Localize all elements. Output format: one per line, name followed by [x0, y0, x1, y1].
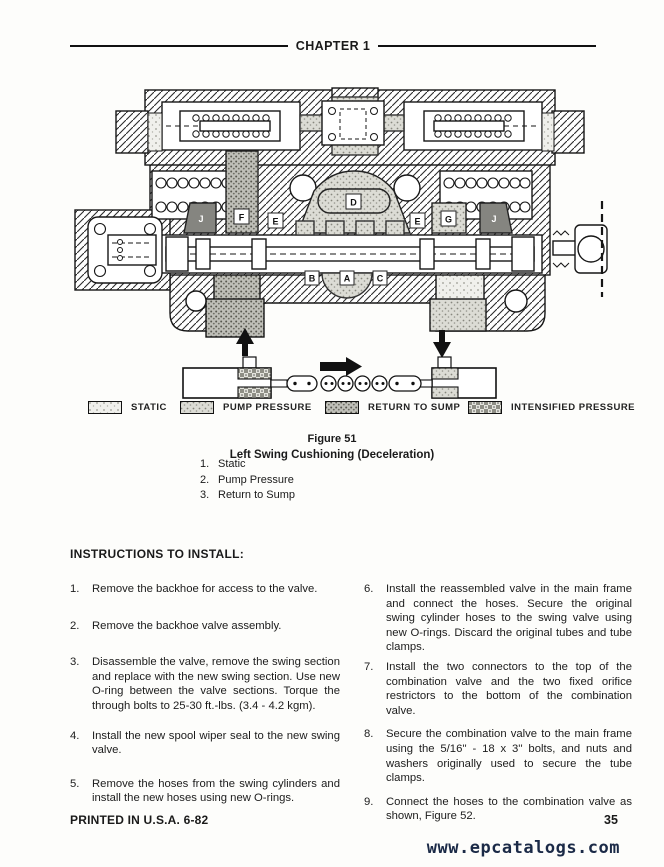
mount-bolt-hole-left — [186, 291, 206, 311]
label-e-right: E — [414, 216, 421, 227]
instruction-step: 2. Remove the backhoe valve assembly. — [70, 619, 282, 632]
label-b: B — [308, 273, 316, 284]
label-e-left: E — [272, 216, 279, 227]
chapter-header — [70, 38, 596, 54]
legend-swatch-intensified-icon — [468, 401, 502, 414]
instruction-step: 9. Connect the hoses to the combination valve as shown, Figure 52. — [364, 795, 632, 823]
instructions-heading: INSTRUCTIONS TO INSTALL: — [70, 547, 245, 561]
legend-item-static — [88, 401, 167, 414]
legend-item-return-to-sump — [325, 401, 460, 414]
spool-clevis-end — [553, 225, 607, 273]
label-f: F — [238, 212, 245, 223]
label-c: C — [376, 273, 384, 284]
instruction-step: 4. Install the new spool wiper seal to the new swing valve. — [70, 729, 340, 757]
legend-label: PUMP PRESSURE — [223, 402, 312, 413]
right-arrow — [320, 357, 362, 376]
instruction-step: 6. Install the reassembled valve in the main frame and connect the hoses. Secure the original swing cylinder hoses to the swing valve using new O-rings. Discard the original tubes and tube clamps. — [364, 583, 632, 654]
figure-title: Left Swing Cushioning (Deceleration) — [229, 449, 435, 461]
instructions-right-column — [364, 582, 632, 824]
header-rule-left — [70, 45, 288, 47]
legend-label: RETURN TO SUMP — [368, 402, 461, 413]
left-end-cap-internals — [88, 217, 162, 283]
detent-housing — [322, 101, 384, 145]
chapter-title: CHAPTER 1 — [295, 39, 371, 53]
mount-bolt-hole-right — [505, 290, 527, 312]
label-d: D — [350, 197, 357, 208]
watermark-url: www.epcatalogs.com — [426, 838, 620, 858]
legend-swatch-return-icon — [325, 401, 359, 414]
instruction-step: 1. Remove the backhoe for access to the valve. — [70, 583, 318, 595]
legend-item-pump-pressure — [180, 401, 312, 414]
instruction-step: 3. Disassemble the valve, remove the swing section and replace with the new swing section. Use new O-ring between the valve sections. Torque the through bolts to 25-30 ft.-lbs. (3.4 - 4.2 kgm). — [70, 656, 340, 712]
figure-key-item: 2. Pump Pressure — [200, 473, 294, 486]
instruction-step: 7. Install the two connectors to the top of the combination valve and the two fixed orifice restrictors to the bottom of the combination valve. — [364, 660, 632, 717]
pilot-cap-right — [552, 111, 584, 153]
valve-cross-section-diagram — [0, 85, 664, 400]
legend-swatch-static-icon — [88, 401, 122, 414]
printed-note: PRINTED IN U.S.A. 6-82 — [70, 813, 209, 827]
swing-cylinder-chain-schematic — [183, 357, 496, 398]
figure-key-item: 1. Static — [200, 458, 246, 470]
down-arrow — [433, 330, 451, 358]
page-number: 35 — [604, 813, 618, 827]
header-rule-right — [378, 45, 596, 47]
figure-key-list — [200, 457, 295, 504]
figure-caption — [0, 432, 664, 463]
legend-swatch-pump-icon — [180, 401, 214, 414]
instructions-left-column — [70, 582, 340, 806]
label-j-left: J — [198, 214, 204, 224]
pilot-spool-left — [148, 102, 300, 151]
pilot-spool-right — [404, 102, 554, 151]
legend-item-intensified-pressure — [468, 401, 635, 414]
legend-label: STATIC — [131, 402, 167, 413]
legend-label: INTENSIFIED PRESSURE — [511, 402, 636, 413]
instruction-step: 5. Remove the hoses from the swing cylinders and install the new hoses using new O-rings. — [70, 777, 340, 805]
valve-body — [75, 88, 607, 337]
instruction-step: 8. Secure the combination valve to the main frame using the 5/16'' - 18 x 3'' bolts, and nuts and washers originally used to secure the tube clamps. — [364, 728, 632, 785]
label-j-right: J — [491, 214, 497, 224]
figure-number: Figure 51 — [307, 433, 357, 445]
label-a: A — [343, 273, 351, 284]
pilot-cap-left — [116, 111, 148, 153]
label-g: G — [444, 214, 453, 225]
chain-links — [287, 376, 421, 391]
figure-key-item: 3. Return to Sump — [200, 489, 296, 502]
